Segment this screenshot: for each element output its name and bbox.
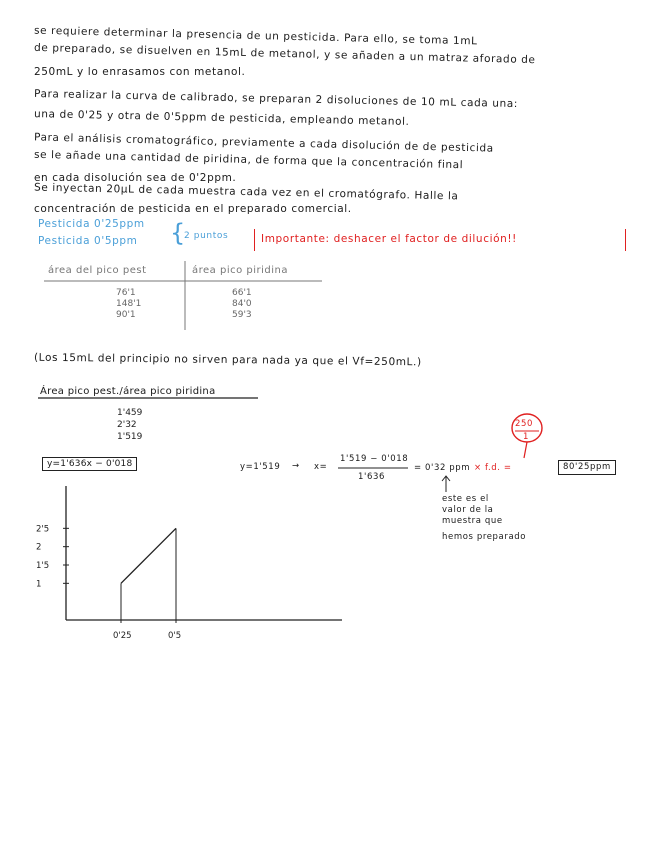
calc-arrow-icon: → <box>292 461 300 471</box>
table-header-pest: área del pico pest <box>48 265 147 276</box>
regression-equation: y=1'636x − 0'018 <box>42 457 137 471</box>
paragraph2-line1: Para realizar la curva de calibrado, se preparan 2 disoluciones de 10 mL cada una: <box>33 87 519 111</box>
table-col1-row1: 76'1 <box>116 288 136 298</box>
y-tick-label: 2'5 <box>36 524 50 535</box>
annotation-line4: hemos preparado <box>442 532 527 542</box>
ratio-value-2: 2'32 <box>117 420 137 430</box>
table-header-piridina: área pico piridina <box>192 265 289 276</box>
calc-dilution-factor: × f.d. = <box>474 463 512 473</box>
calc-lhs: y=1'519 <box>240 462 281 472</box>
paragraph2-line2: una de 0'25 y otra de 0'5ppm de pesticida, empleando metanol. <box>33 108 410 128</box>
calibration-line <box>121 528 176 583</box>
standards-note: 2 puntos <box>184 231 229 241</box>
paragraph3-line4: Se inyectan 20µL de cada muestra cada vez en el cromatógrafo. Halle la <box>33 181 459 203</box>
paragraph3-line2: se le añade una cantidad de piridina, de forma que la concentración final <box>33 148 464 172</box>
table-col2-row3: 59'3 <box>232 310 252 320</box>
standard-1: Pesticida 0'25ppm <box>38 218 145 230</box>
annotation-line1: este es el <box>442 494 489 504</box>
standard-2: Pesticida 0'5ppm <box>38 235 138 247</box>
calibration-chart <box>36 486 342 641</box>
y-tick-label: 2 <box>36 542 42 553</box>
y-tick-label: 1'5 <box>36 561 50 571</box>
important-note-text: Importante: deshacer el factor de dilución!! <box>261 233 517 245</box>
paragraph1-line2: de preparado, se disuelven en 15mL de metanol, y se añaden a un matraz aforado de <box>33 41 536 67</box>
y-tick-label: 1 <box>36 579 42 590</box>
paragraph1-line1: se requiere determinar la presencia de un pesticida. Para ello, se toma 1mL <box>33 24 478 48</box>
fd-denominator: 1 <box>523 432 530 442</box>
fd-numerator: 250 <box>515 419 534 429</box>
paragraph3-line3: en cada disolución sea de 0'2ppm. <box>34 172 237 184</box>
annotation-line2: valor de la <box>442 505 494 515</box>
standards-brace-icon: { <box>170 219 186 247</box>
table-col2-row1: 66'1 <box>232 288 252 298</box>
table-col1-row2: 148'1 <box>116 299 142 309</box>
x-tick-label: 0'5 <box>168 631 182 641</box>
paragraph1-line3: 250mL y lo enrasamos con metanol. <box>34 66 246 78</box>
calc-x-eq: x= <box>314 462 328 472</box>
fd-pointer-line <box>524 442 527 458</box>
ratio-value-3: 1'519 <box>117 432 143 442</box>
x-tick-label: 0'25 <box>113 631 132 641</box>
ratio-heading: Área pico pest./área pico piridina <box>40 386 216 397</box>
calc-result: = 0'32 ppm <box>414 463 471 473</box>
table-col1-row3: 90'1 <box>116 310 136 320</box>
calc-numerator: 1'519 − 0'018 <box>340 454 409 464</box>
fd-circle <box>512 414 542 442</box>
calc-denominator: 1'636 <box>358 472 385 482</box>
paragraph3-line5: concentración de pesticida en el preparado comercial. <box>34 203 352 215</box>
table-col2-row2: 84'0 <box>232 299 252 309</box>
parenthetical-note: (Los 15mL del principio no sirven para nada ya que el Vf=250mL.) <box>33 351 422 369</box>
paragraph3-line1: Para el análisis cromatográfico, previamente a cada disolución de de pesticida <box>33 131 494 155</box>
ratio-value-1: 1'459 <box>117 408 143 418</box>
annotation-line3: muestra que <box>442 516 503 526</box>
calc-final-result: 80'25ppm <box>558 460 616 475</box>
